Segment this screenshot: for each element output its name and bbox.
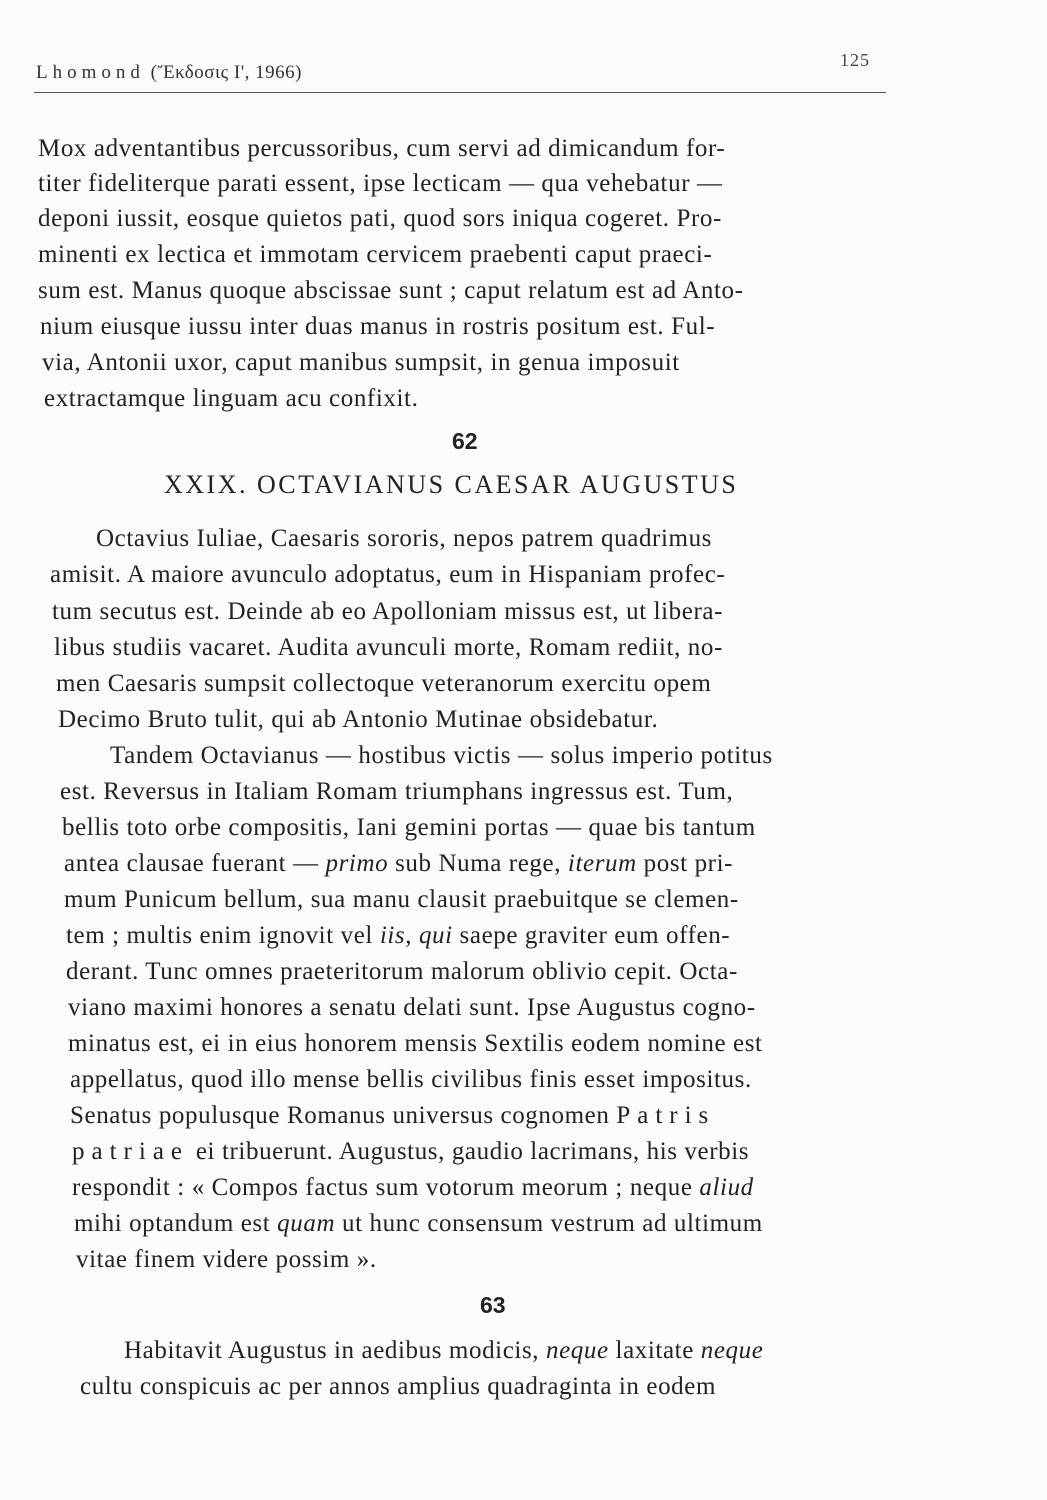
text-line: appellatus, quod illo mense bellis civilibus finis esset impositus. — [70, 1066, 752, 1093]
text-run: sub Numa rege, — [388, 850, 568, 877]
text-line: libus studiis vacaret. Audita avunculi morte, Romam rediit, no- — [54, 634, 723, 661]
text-run: , — [405, 922, 419, 949]
text-line: titer fideliterque parati essent, ipse lecticam — qua vehebatur — — [38, 170, 723, 197]
edition-info: (Ἔκδοσις Ι', 1966) — [150, 62, 302, 83]
text-line — [70, 1101, 715, 1131]
text-line: Decimo Bruto tulit, qui ab Antonio Mutinae obsidebatur. — [58, 706, 659, 733]
section-number-62: 62 — [452, 428, 478, 454]
text-run: ut hunc consensum vestrum ad ultimum — [335, 1210, 763, 1237]
text-line: Mox adventantibus percussoribus, cum servi ad dimicandum for- — [38, 135, 726, 162]
italic-word: quam — [277, 1210, 336, 1237]
text-run: laxitate — [608, 1337, 701, 1364]
running-head — [36, 62, 886, 84]
text-line — [124, 1336, 763, 1366]
text-line: mum Punicum bellum, sua manu clausit praebuitque se clemen- — [64, 886, 739, 913]
text-line: extractamque linguam acu confixit. — [44, 385, 419, 412]
section-number-63: 63 — [480, 1292, 506, 1318]
text-run: post pri- — [636, 850, 734, 877]
text-line: men Caesaris sumpsit collectoque veteranorum exercitu opem — [56, 670, 712, 697]
text-line: Octavius Iuliae, Caesaris sororis, nepos patrem quadrimus — [96, 525, 712, 552]
text-line — [64, 849, 733, 879]
text-run: mihi optandum est — [74, 1210, 278, 1237]
text-line: deponi iussit, eosque quietos pati, quod sors iniqua cogeret. Pro- — [38, 205, 722, 232]
italic-word: qui — [418, 922, 453, 949]
text-line: tum secutus est. Deinde ab eo Apolloniam missus est, ut libera- — [52, 598, 724, 625]
italic-word: neque — [700, 1337, 764, 1364]
spaced-word: Patris — [616, 1102, 716, 1129]
text-line: est. Reversus in Italiam Romam triumphans ingressus est. Tum, — [60, 778, 734, 805]
chapter-title: XXIX. OCTAVIANUS CAESAR AUGUSTUS — [164, 470, 739, 499]
italic-word: iterum — [567, 850, 637, 877]
text-line: via, Antonii uxor, caput manibus sumpsit, in genua imposuit — [42, 349, 680, 376]
text-line: amisit. A maiore avunculo adoptatus, eum in Hispaniam profec- — [50, 561, 726, 588]
italic-word: aliud — [699, 1174, 754, 1201]
text-line — [66, 921, 730, 951]
text-line: minatus est, ei in eius honorem mensis Sextilis eodem nomine est — [68, 1030, 763, 1057]
text-run: saepe graviter eum offen- — [452, 922, 731, 949]
text-run: respondit : « Compos factus sum votorum meorum ; neque — [72, 1174, 700, 1201]
text-line: viano maximi honores a senatu delati sunt. Ipse Augustus cogno- — [68, 994, 756, 1021]
text-line: cultu conspicuis ac per annos amplius quadraginta in eodem — [80, 1373, 717, 1400]
text-line — [74, 1209, 763, 1239]
text-line — [72, 1137, 749, 1167]
text-line: nium eiusque iussu inter duas manus in rostris positum est. Ful- — [40, 313, 716, 340]
text-run: antea clausae fuerant — — [64, 850, 326, 877]
text-run: tem ; multis enim ignovit vel — [66, 922, 380, 949]
italic-word: neque — [545, 1337, 609, 1364]
text-line: Tandem Octavianus — hostibus victis — solus imperio potitus — [110, 742, 773, 769]
text-line: derant. Tunc omnes praeteritorum malorum oblivio cepit. Octa- — [66, 958, 738, 985]
text-line: sum est. Manus quoque abscissae sunt ; caput relatum est ad Anto- — [38, 277, 744, 304]
author-name: Lhomond — [36, 62, 145, 83]
spaced-word: patriae — [72, 1138, 190, 1165]
text-run: ei tribuerunt. Augustus, gaudio lacrimans, his verbis — [189, 1138, 750, 1165]
text-run: Senatus populusque Romanus universus cognomen — [70, 1102, 617, 1129]
text-line: vitae finem videre possim ». — [76, 1246, 377, 1273]
page-number: 125 — [840, 50, 870, 70]
text-line: minenti ex lectica et immotam cervicem praebenti caput praeci- — [38, 241, 713, 268]
text-run: Habitavit Augustus in aedibus modicis, — [124, 1337, 546, 1364]
text-line — [72, 1173, 754, 1203]
text-line: bellis toto orbe compositis, Iani gemini portas — quae bis tantum — [62, 814, 756, 841]
italic-word: primo — [325, 850, 389, 877]
header-rule — [34, 92, 886, 93]
italic-word: iis — [379, 922, 406, 949]
